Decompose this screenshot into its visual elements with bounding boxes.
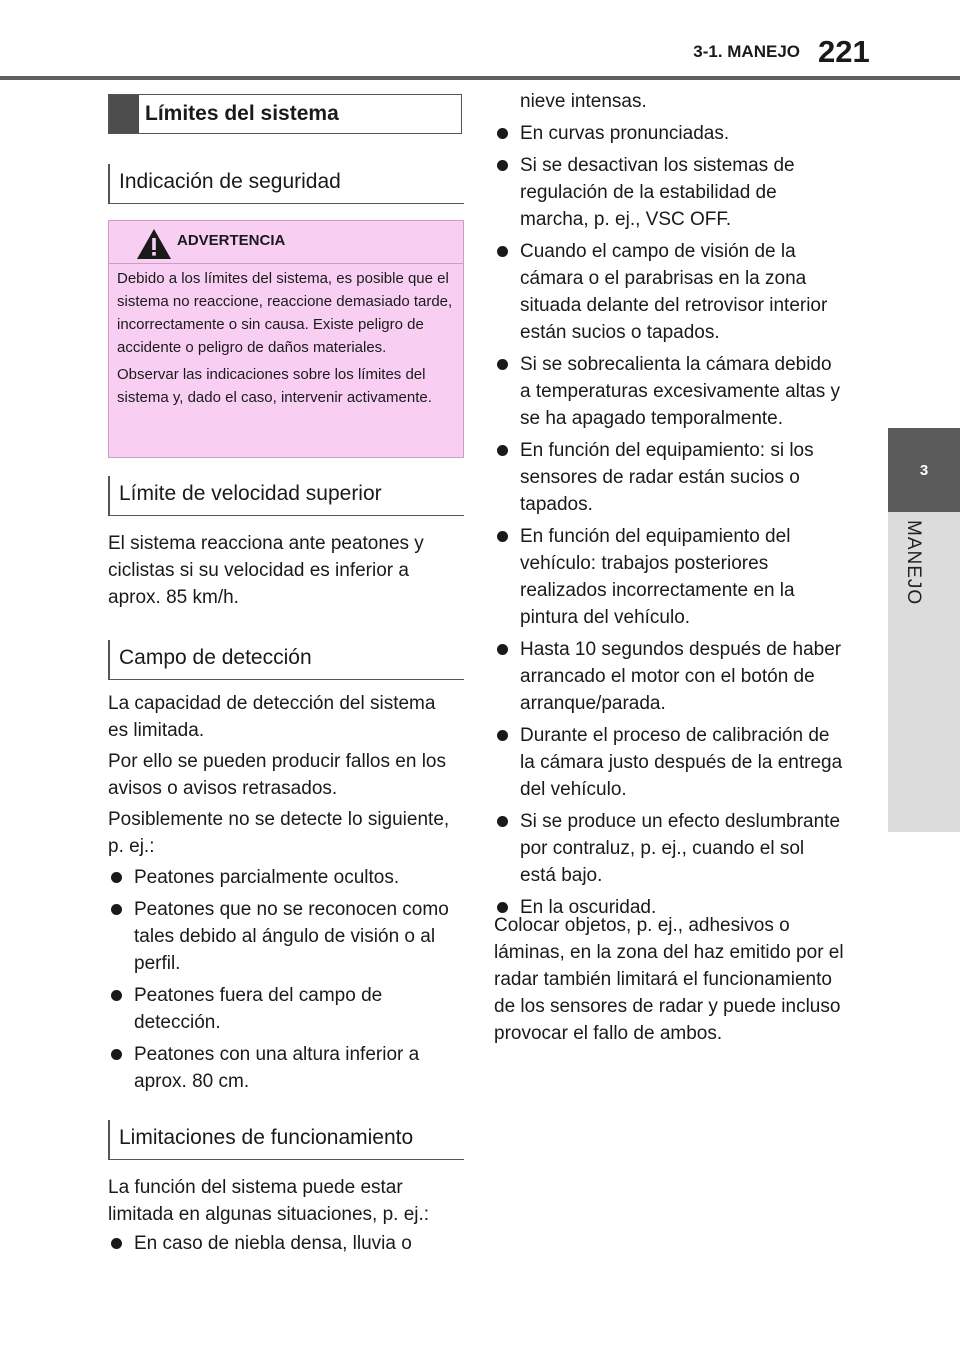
subheading-limits bbox=[108, 1120, 464, 1160]
list-item: En función del equipamiento del vehículo: trabajos posteriores realizados incorrectamente en la pintura del vehículo. bbox=[494, 523, 844, 631]
list-item: Peatones con una altura inferior a aprox. 80 cm. bbox=[108, 1041, 464, 1095]
subheading-text: Límite de velocidad superior bbox=[119, 482, 382, 505]
list-item: En caso de niebla densa, lluvia o bbox=[108, 1230, 464, 1257]
page-number: 221 bbox=[818, 34, 870, 69]
detection-paragraph-3: Posiblemente no se detecte lo siguiente, p. ej.: bbox=[108, 809, 450, 857]
list-item: Durante el proceso de calibración de la cámara justo después de la entrega del vehículo. bbox=[494, 722, 844, 803]
detection-paragraph-1: La capacidad de detección del sistema es limitada. bbox=[108, 693, 436, 741]
title-bar bbox=[109, 95, 139, 133]
subheading-detection bbox=[108, 640, 464, 680]
list-item: En curvas pronunciadas. bbox=[494, 120, 844, 147]
speed-paragraph: El sistema reacciona ante peatones y ciclistas si su velocidad es inferior a aprox. 85 km/h. bbox=[108, 533, 424, 608]
chapter-number: 3 bbox=[919, 461, 929, 479]
subheading-text: Campo de detección bbox=[119, 646, 312, 669]
subheading-text: Indicación de seguridad bbox=[119, 170, 341, 193]
list-item: Hasta 10 segundos después de haber arrancado el motor con el botón de arranque/parada. bbox=[494, 636, 844, 717]
list-item: Si se desactivan los sistemas de regulación de la estabilidad de marcha, p. ej., VSC OFF. bbox=[494, 152, 844, 233]
detection-paragraph-2: Por ello se pueden producir fallos en los avisos o avisos retrasados. bbox=[108, 751, 446, 799]
warning-text-1: Debido a los límites del sistema, es posible que el sistema no reaccione, reaccione demasiado tarde, incorrectamente o sin causa. Existe peligro de accidente o peligro de daños materiales. bbox=[117, 270, 453, 356]
warning-divider bbox=[109, 263, 463, 264]
warning-box bbox=[108, 220, 464, 458]
list-item: Peatones fuera del campo de detección. bbox=[108, 982, 464, 1036]
list-item: Peatones que no se reconocen como tales debido al ángulo de visión o al perfil. bbox=[108, 896, 464, 977]
warning-triangle-icon bbox=[135, 227, 173, 261]
list-item-continuation: nieve intensas. bbox=[520, 91, 647, 112]
detection-list bbox=[108, 864, 464, 1100]
list-item: Cuando el campo de visión de la cámara o el parabrisas en la zona situada delante del retrovisor interior están sucios o tapados. bbox=[494, 238, 844, 346]
header-rule bbox=[0, 76, 960, 80]
subheading-text: Limitaciones de funcionamiento bbox=[119, 1126, 414, 1149]
subheading-speed bbox=[108, 476, 464, 516]
list-item: En función del equipamiento: si los sensores de radar están sucios o tapados. bbox=[494, 437, 844, 518]
warning-body bbox=[117, 267, 455, 413]
list-item: Si se produce un efecto deslumbrante por contraluz, p. ej., cuando el sol está bajo. bbox=[494, 808, 844, 889]
limits-closing: Colocar objetos, p. ej., adhesivos o láminas, en la zona del haz emitido por el radar también limitará el funcionamiento de los sensores de radar y puede incluso provocar el fallo de ambos. bbox=[494, 915, 844, 1044]
warning-text-2: Observar las indicaciones sobre los límites del sistema y, dado el caso, intervenir activamente. bbox=[117, 366, 432, 406]
chapter-label: MANEJO bbox=[903, 520, 924, 606]
chapter-strip bbox=[888, 512, 960, 832]
subheading-safety bbox=[108, 164, 464, 204]
list-item: En la oscuridad. bbox=[494, 894, 844, 921]
list-item: Si se sobrecalienta la cámara debido a temperaturas excesivamente altas y se ha apagado temporalmente. bbox=[494, 351, 844, 432]
warning-title: ADVERTENCIA bbox=[177, 232, 286, 249]
limits-list bbox=[494, 88, 844, 926]
section-header: 3-1. MANEJO bbox=[693, 42, 800, 61]
warning-header bbox=[109, 221, 463, 263]
chapter-tab bbox=[888, 428, 960, 512]
main-title-box bbox=[108, 94, 462, 134]
limits-list-start bbox=[108, 1230, 464, 1262]
main-title: Límites del sistema bbox=[145, 102, 339, 125]
limits-intro: La función del sistema puede estar limitada en algunas situaciones, p. ej.: bbox=[108, 1177, 430, 1225]
list-item: Peatones parcialmente ocultos. bbox=[108, 864, 464, 891]
